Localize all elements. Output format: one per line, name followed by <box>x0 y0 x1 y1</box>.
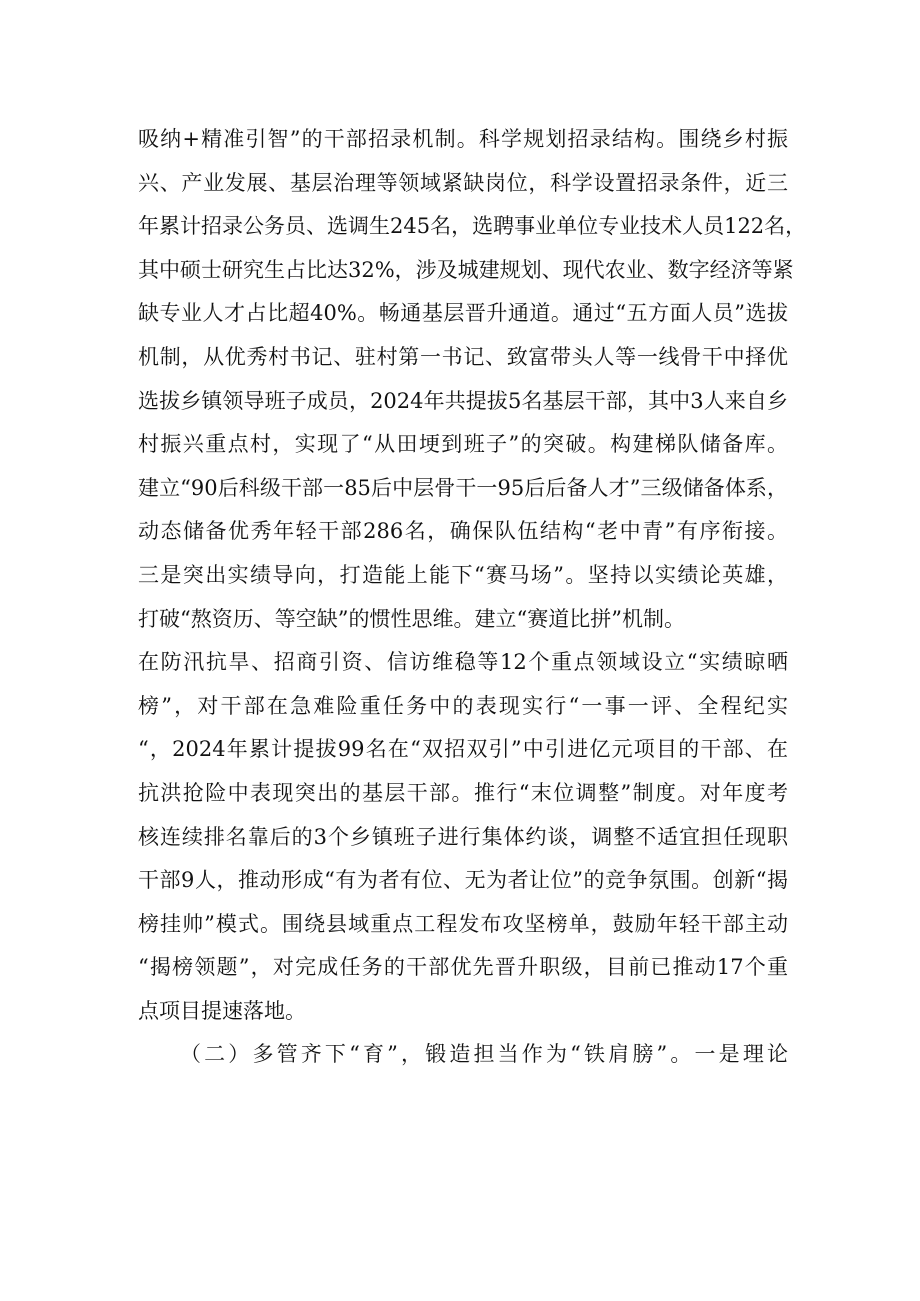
body-text <box>138 118 807 1077</box>
text-line: 在防汛抗旱、招商引资、信访维稳等12个重点领域设立“实绩晾晒 <box>138 650 788 675</box>
text-line: 选拔乡镇领导班子成员，2024年共提拔5名基层干部，其中3人来自乡 <box>138 388 788 413</box>
text-line: 吸纳+精准引智”的干部招录机制。科学规划招录结构。围绕乡村振 <box>138 127 788 151</box>
text-line: 兴、产业发展、基层治理等领域紧缺岗位，科学设置招录条件，近三 <box>138 170 788 195</box>
text-line: 建立“90后科级干部一85后中层骨干一95后后备人才”三级储备体系， <box>138 475 788 500</box>
text-line: 抗洪抢险中表现突出的基层干部。推行“末位调整”制度。对年度考 <box>138 780 788 805</box>
text-line: “，2024年累计提拔99名在“双招双引”中引进亿元项目的干部、在 <box>138 737 788 762</box>
text-line: “揭榜领题”，对完成任务的干部优先晋升职级，目前已推动17个重 <box>138 955 788 980</box>
text-line: 机制，从优秀村书记、驻村第一书记、致富带头人等一线骨干中择优 <box>138 344 788 369</box>
text-line: 年累计招录公务员、选调生245名，选聘事业单位专业技术人员122名， <box>138 214 807 239</box>
text-line: 榜”，对干部在急难险重任务中的表现实行“一事一评、全程纪实 <box>138 693 788 718</box>
text-line: 核连续排名靠后的3个乡镇班子进行集体约谈，调整不适宜担任现职 <box>138 824 788 849</box>
text-line: 缺专业人才占比超40%。畅通基层晋升通道。通过“五方面人员”选拔 <box>138 301 788 326</box>
text-line: 村振兴重点村，实现了“从田埂到班子”的突破。构建梯队储备库。 <box>138 432 788 457</box>
text-line: 打破“熬资历、等空缺”的惯性思维。建立“赛道比拼”机制。 <box>138 606 685 631</box>
text-line: 榜挂帅”模式。围绕县域重点工程发布攻坚榜单，鼓励年轻干部主动 <box>138 911 788 936</box>
text-line: 点项目提速落地。 <box>138 998 306 1023</box>
text-line: 其中硕士研究生占比达32%，涉及城建规划、现代农业、数字经济等紧 <box>138 257 794 282</box>
text-line: 三是突出实绩导向，打造能上能下“赛马场”。坚持以实绩论英雄， <box>138 562 788 587</box>
text-line: 动态储备优秀年轻干部286名，确保队伍结构“老中青”有序衔接。 <box>138 519 788 544</box>
text-line: 干部9人，推动形成“有为者有位、无为者让位”的竞争氛围。创新“揭 <box>138 868 788 893</box>
section-heading-line: （二）多管齐下“育”，锻造担当作为“铁肩膀”。一是理论 <box>180 1042 788 1067</box>
